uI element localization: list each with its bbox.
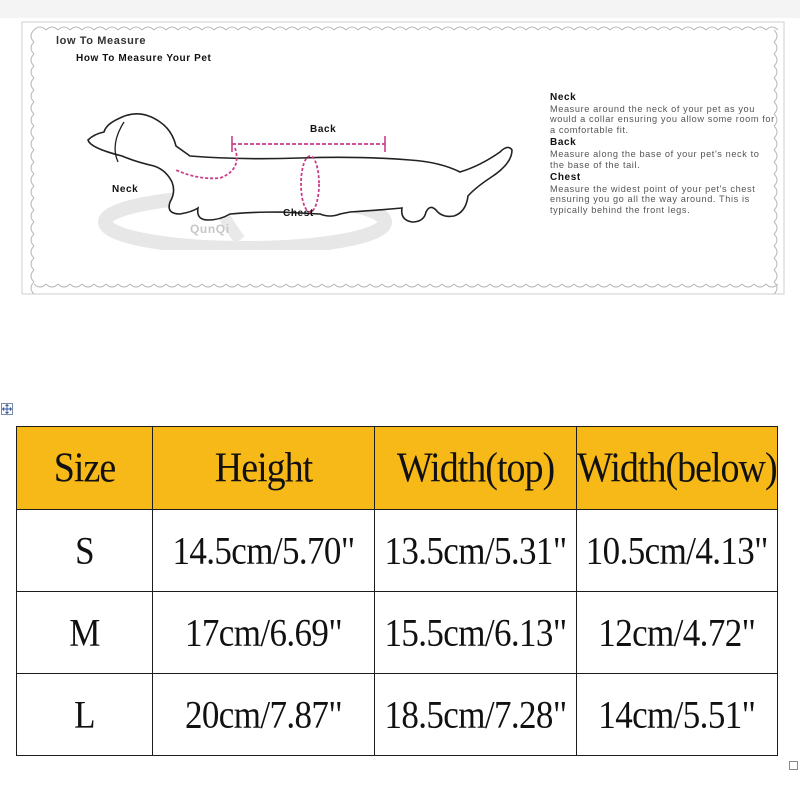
back-heading: Back — [550, 137, 577, 149]
watermark-text: QunQi — [190, 222, 230, 236]
header-size: Size — [17, 427, 153, 510]
header-height: Height — [153, 427, 375, 510]
cell-width-below: 10.5cm/4.13" — [577, 510, 778, 592]
header-width-below: Width(below) — [577, 427, 778, 510]
table-row — [17, 510, 778, 592]
cell-height: 14.5cm/5.70" — [153, 510, 375, 592]
guide-label: low To Measure — [56, 35, 147, 47]
cell-size: S — [17, 510, 153, 592]
neck-label: Neck — [112, 184, 139, 195]
cell-width-below: 14cm/5.51" — [577, 674, 778, 756]
cell-height: 17cm/6.69" — [153, 592, 375, 674]
table-row — [17, 592, 778, 674]
back-instruction: Measure along the base of your pet's neck to the base of the tail. — [550, 148, 760, 170]
table-resize-handle[interactable] — [789, 761, 798, 770]
cell-width-top: 18.5cm/7.28" — [375, 674, 577, 756]
cell-width-top: 15.5cm/6.13" — [375, 592, 577, 674]
neck-instruction: Measure around the neck of your pet as you would a collar ensuring you allow some room for a comfortable fit. — [550, 103, 775, 135]
header-width-top: Width(top) — [375, 427, 577, 510]
table-row — [17, 674, 778, 756]
measuring-guide — [0, 0, 800, 296]
chest-label: Chest — [283, 208, 314, 219]
back-label: Back — [310, 124, 337, 135]
cell-width-top: 13.5cm/5.31" — [375, 510, 577, 592]
cell-height: 20cm/7.87" — [153, 674, 375, 756]
instructions — [550, 93, 775, 217]
table-move-icon[interactable] — [1, 403, 13, 415]
cell-width-below: 12cm/4.72" — [577, 592, 778, 674]
cell-size: L — [17, 674, 153, 756]
chest-instruction: Measure the widest point of your pet's chest ensuring you go all the way around. This is typically behind the front legs. — [550, 183, 756, 215]
guide-title: How To Measure Your Pet — [76, 53, 212, 64]
table-header-row — [17, 427, 778, 510]
size-table — [16, 426, 778, 756]
cell-size: M — [17, 592, 153, 674]
chest-heading: Chest — [550, 172, 581, 184]
neck-heading: Neck — [550, 92, 577, 103]
dog-diagram — [80, 100, 540, 250]
